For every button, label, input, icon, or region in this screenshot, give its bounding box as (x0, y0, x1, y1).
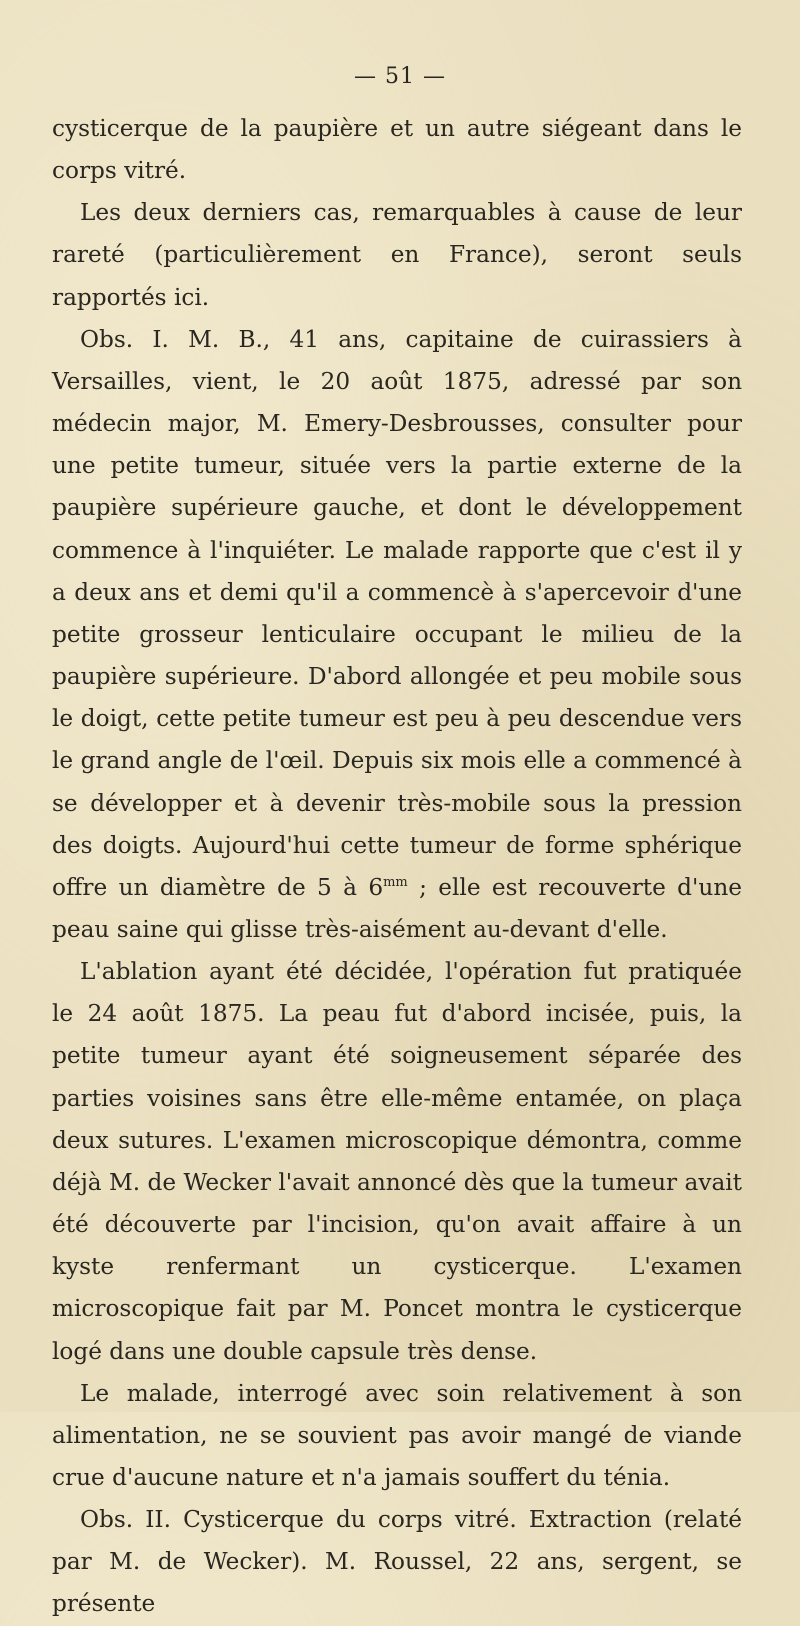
paragraph-text: cysticerque de la paupière et un autre siégeant dans le corps vitré. (52, 115, 742, 185)
paragraph (52, 192, 742, 318)
paragraph-text: L'ablation ayant été décidée, l'opération fut pratiquée le 24 août 1875. La peau fut d'abord incisée, puis, la petite tumeur ayant été soigneusement séparée des parties voisines sans être elle-même entamée, on plaça deux sutures. L'examen microscopique démontra, comme déjà M. de Wecker l'avait annoncé dès que la tumeur avait été découverte par l'incision, qu'on avait affaire à un kyste renfermant un cysticerque. L'examen microscopique fait par M. Poncet montra le cysticerque logé dans une double capsule très dense. (52, 958, 742, 1365)
paragraph-text: Le malade, interrogé avec soin relativement à son alimentation, ne se souvient pas avoir mangé de viande crue d'aucune nature et n'a jamais souffert du ténia. (52, 1379, 742, 1491)
observation-2-paragraph (52, 1499, 742, 1625)
page-number: — 51 — (354, 64, 446, 89)
paragraph-text: Obs. I. M. B., 41 ans, capitaine de cuirassiers à Versailles, vient, le 20 août 1875, adressé par son médecin major, M. Emery-Desbrousses, consulter pour une petite tumeur, située vers la partie externe de la paupière supérieure gauche, et dont le développement commence à l'inquiéter. Le malade rapporte que c'est il y a deux ans et demi qu'il a commencè à s'apercevoir d'une petite grosseur lenticulaire occupant le milieu de la paupière supérieure. D'abord allongée et peu mobile sous le doigt, cette petite tumeur est peu à peu descendue vers le grand angle de l'œil. Depuis six mois elle a commencé à se développer et à devenir très-mobile sous la pression des doigts. Aujourd'hui cette tumeur de forme sphérique offre un diamètre de 5 à (52, 325, 742, 901)
paragraph-text: Les deux derniers cas, remarquables à cause de leur rareté (particulièrement en France), seront seuls rapportés ici. (52, 199, 742, 311)
paragraph-text-tail: ; elle est recouverte d'une peau saine qui glisse très-aisément au-devant d'elle. (52, 873, 742, 943)
measure-value: 6 (368, 873, 384, 901)
paragraph (52, 951, 742, 1373)
paragraph-continued (52, 108, 742, 192)
paragraph (52, 1373, 742, 1499)
body-text (52, 108, 742, 1626)
measure-unit: mm (383, 874, 408, 890)
observation-1-paragraph (52, 319, 742, 951)
paragraph-text: Obs. II. Cysticerque du corps vitré. Extraction (relaté par M. de Wecker). M. Roussel, 22 ans, sergent, se présente (52, 1506, 742, 1618)
